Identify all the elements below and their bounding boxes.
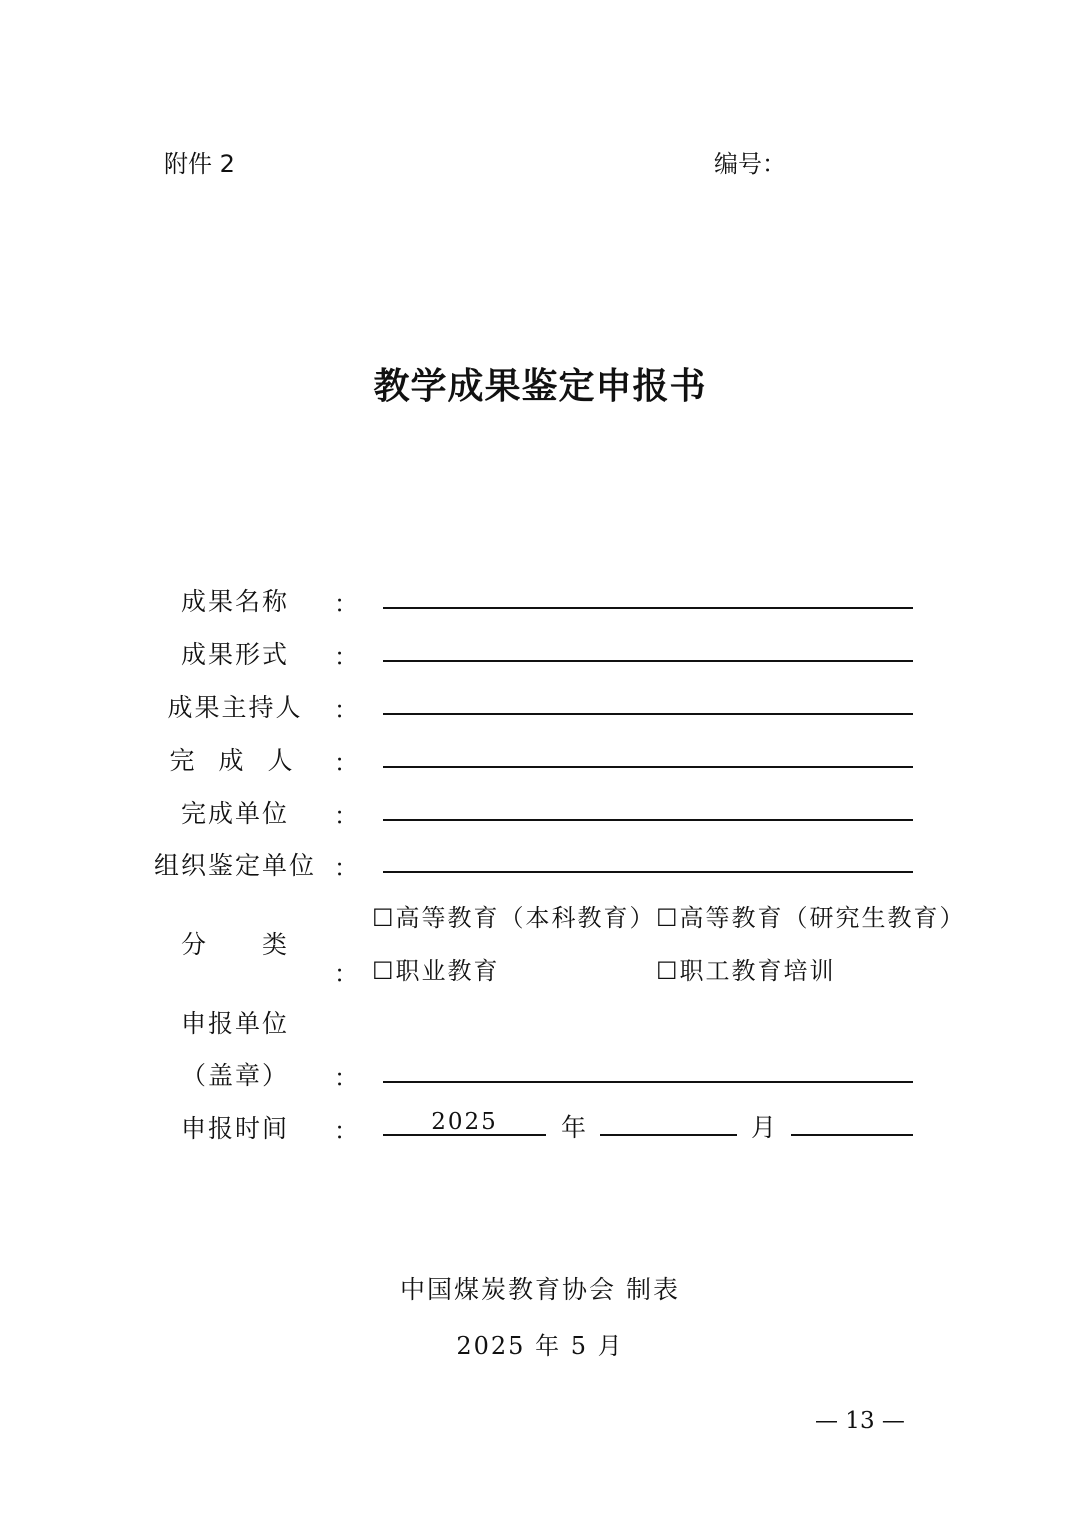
- colon: ：: [334, 802, 358, 830]
- month-unit: 月: [751, 1113, 777, 1142]
- option-label: 职业教育: [395, 957, 500, 985]
- number-label: 编号：: [714, 150, 786, 178]
- colon: ：: [334, 1117, 358, 1145]
- applying-unit-label: 申报单位: [180, 1009, 289, 1038]
- achievement-form-field[interactable]: [383, 660, 913, 662]
- year-value: 2025: [431, 1109, 498, 1135]
- category-option-vocational[interactable]: [372, 951, 500, 986]
- colon: ：: [334, 643, 358, 671]
- checkbox-icon[interactable]: ☐: [656, 957, 680, 985]
- month-field[interactable]: [600, 1134, 737, 1136]
- colon: ：: [334, 854, 358, 882]
- achievement-name-label: 成果名称: [180, 587, 289, 616]
- colon: ：: [334, 590, 358, 618]
- day-field[interactable]: [791, 1134, 913, 1136]
- checkbox-icon[interactable]: ☐: [656, 904, 680, 932]
- completers-label: 完 成 人: [169, 746, 301, 775]
- checkbox-icon[interactable]: ☐: [372, 904, 396, 932]
- category-option-staff-training[interactable]: [656, 951, 836, 986]
- option-label: 高等教育（研究生教育）: [679, 904, 966, 932]
- completers-field[interactable]: [383, 766, 913, 768]
- completing-unit-label: 完成单位: [180, 799, 289, 828]
- colon: ：: [334, 960, 358, 988]
- year-unit: 年: [561, 1113, 587, 1142]
- attachment-label: 附件 2: [164, 150, 235, 178]
- checkbox-icon[interactable]: ☐: [372, 957, 396, 985]
- option-label: 高等教育（本科教育）: [395, 904, 656, 932]
- option-label: 职工教育培训: [679, 957, 836, 985]
- page-number: — 13 —: [815, 1408, 905, 1434]
- apply-time-label: 申报时间: [180, 1114, 289, 1143]
- achievement-name-field[interactable]: [383, 607, 913, 609]
- document-title: 教学成果鉴定申报书: [373, 366, 707, 407]
- appraisal-org-label: 组织鉴定单位: [153, 851, 316, 880]
- seal-label: （盖章）: [180, 1061, 289, 1090]
- issue-date: 2025 年 5 月: [456, 1332, 624, 1360]
- category-option-undergrad[interactable]: [372, 898, 656, 933]
- colon: ：: [334, 749, 358, 777]
- achievement-form-label: 成果形式: [180, 640, 289, 669]
- maker-label: 中国煤炭教育协会 制表: [400, 1275, 680, 1304]
- achievement-host-field[interactable]: [383, 713, 913, 715]
- colon: ：: [334, 1064, 358, 1092]
- category-option-graduate[interactable]: [656, 898, 966, 933]
- achievement-host-label: 成果主持人: [167, 693, 303, 722]
- appraisal-org-field[interactable]: [383, 871, 913, 873]
- completing-unit-field[interactable]: [383, 819, 913, 821]
- applying-unit-field[interactable]: [383, 1081, 913, 1083]
- category-label: 分 类: [180, 930, 289, 959]
- colon: ：: [334, 696, 358, 724]
